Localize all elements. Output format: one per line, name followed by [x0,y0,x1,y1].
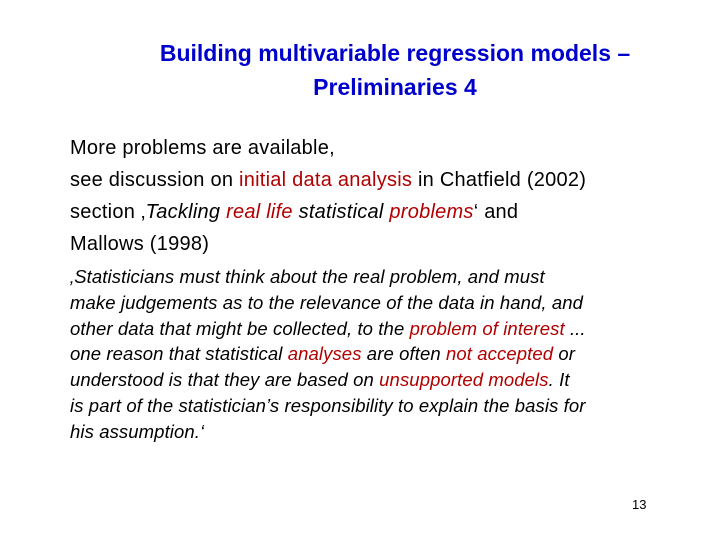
body-italic-text: statistical [292,201,390,223]
body-line-1: More problems are available, [70,137,335,159]
slide-title-line-2: Preliminaries 4 [313,74,477,100]
quote-line-3 [70,316,710,342]
body-line-3 [70,196,710,228]
highlight-problems: problems [389,201,474,223]
highlight-not-accepted: not accepted [445,343,554,365]
body-text: see discussion on [70,169,240,191]
quote-text: or [553,343,576,365]
quote-text: other data that might be collected, to the [70,317,410,339]
body-line-2 [70,164,710,196]
quote-line-7: his assumption.‘ [70,420,205,442]
slide-title [90,36,700,104]
body-italic-text: Tackling [145,201,227,223]
quote-line-6: is part of the statistician’s responsibility to explain the basis for [70,394,586,416]
body-text: in Chatfield (2002) [412,169,587,191]
highlight-analyses: analyses [287,343,362,365]
slide-title-line-1: Building multivariable regression models – [159,40,631,66]
highlight-real-life: real life [226,201,293,223]
body-line-4: Mallows (1998) [70,233,210,255]
quote-text: are often [361,343,446,365]
quote-line-1: ‚Statisticians must think about the real problem, and must [70,266,545,287]
page-number: 13 [632,497,647,512]
quote-text: ... [564,317,586,339]
highlight-problem-of-interest: problem of interest [409,317,565,339]
highlight-unsupported-models: unsupported models [379,369,549,391]
body-text: ‘ and [473,201,519,223]
quote-text: understood is that they are based on [70,369,380,391]
quote-text: . It [548,369,570,391]
body-text: section ‚ [70,201,146,223]
quote-line-4 [70,341,710,367]
quote-line-2: make judgements as to the relevance of the data in hand, and [70,291,584,313]
quote-text: one reason that statistical [70,343,288,365]
quotation [70,264,710,445]
highlight-initial-data-analysis: initial data analysis [239,169,413,191]
slide-body [70,132,710,260]
quote-line-5 [70,367,710,393]
